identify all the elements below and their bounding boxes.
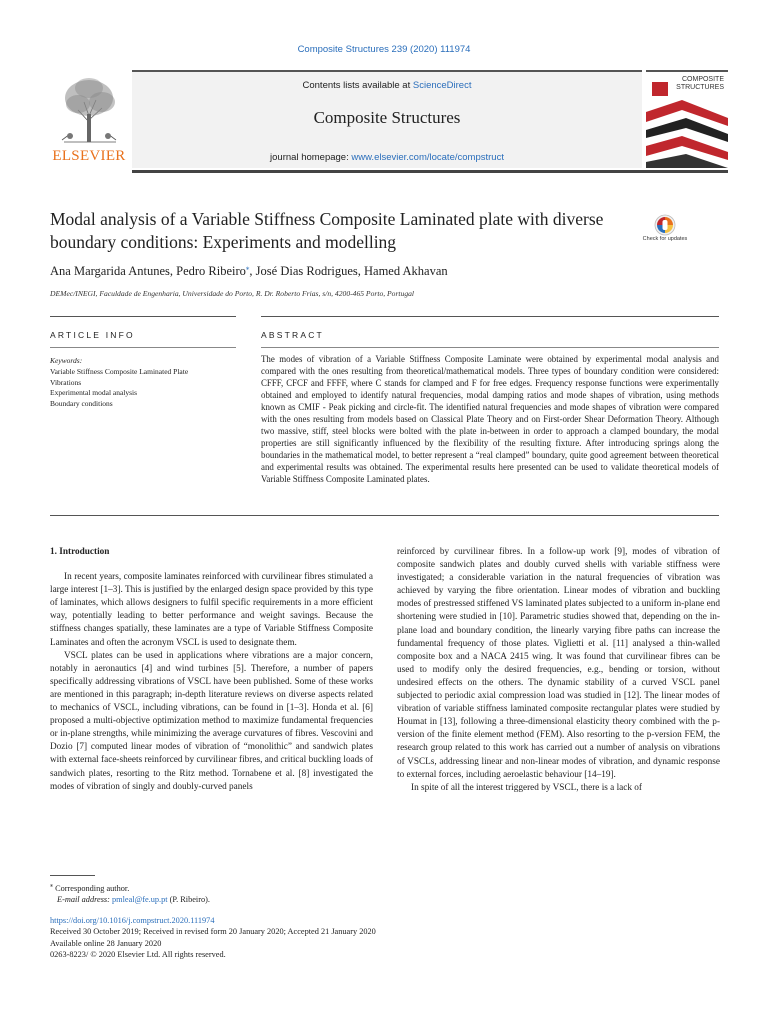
journal-title: Composite Structures [313, 108, 461, 127]
article-title: Modal analysis of a Variable Stiffness Composite Laminated plate with diverse boundary conditions: Experiments and modelling [50, 209, 604, 252]
received-dates: Received 30 October 2019; Received in revised form 20 January 2020; Accepted 21 January 2020 [50, 927, 376, 937]
article-metadata [50, 915, 550, 960]
contents-lists-line [132, 80, 642, 91]
article-info-rule [50, 347, 236, 348]
keyword-item: Boundary conditions [50, 398, 113, 408]
author-list [50, 264, 710, 279]
keyword-item: Experimental modal analysis [50, 388, 138, 397]
body-paragraph: reinforced by curvilinear fibres. In a follow-up work [9], modes of vibration of composite sandwich plates and doubly curved shells with variable stiffness were investigated; a considerable variation in the natural frequencies of vibration was achieved by varying the fibre orientation. Linear modes of vibration and buckling modes of prestressed stiffened VS laminated plates subjected to a uniform in-plane end shortening were studied in [10]. Parametric studies showed that, depending on the in-plane load and boundary condition, the linearly varying fibre paths can increase the fundamental frequency of those plates. Viglietti et al. [11] analysed a thin-walled composite box and a NACA 2415 wing. It was found that curvilinear fibres can be used to modify only the desired frequencies, e.g., bending or torsion, without undesired effects on the others. The dynamic stability of a curved VSCL panel subjected to periodic axial compression load was studied in [12]. The linear modes of vibration of variable stiffness laminated composite rectangular plates were studied by Houmat in [13], following a three-dimensional elasticity theory combined with the p-version of the finite element method (FEM). Also resorting to the p-version FEM, the research group related to this work has carried out a number of analysis on vibrations of VSCLs, addressing linear and non-linear modes of vibration, and dynamic response to external forces, including aeroelastic behaviour [14–19]. [397, 547, 720, 780]
article-info-heading: ARTICLE INFO [50, 330, 135, 340]
footnote-email-line [50, 894, 380, 906]
body-paragraph: VSCL plates can be used in applications where vibrations are a major concern, notably in aeronautics [4] and wind turbines [5]. Therefore, a number of papers specifically addressing vibrations of VSCL have been published. Some of these works are mentioned in this paragraph; in-depth literature reviews on diverse aspects related to mechanics of VSCL, including vibrations, can be found in [1–3]. Honda et al. [6] proposed a multi-objective optimization method to maximize fundamental frequencies or in-plane strengths, while minimizing the average curvatures of fibres. Vescovini and Dozio [7] computed linear modes of vibration of “monolithic” and sandwich plates with external face-sheets reinforced by curvilinear fibres, and critical buckling loads of sandwich plates, resorting to the Ritz method. Tornabene et al. [8] investigated the modes of vibration of singly and doubly-curved panels [50, 650, 373, 792]
authors-part-1: Ana Margarida Antunes, Pedro Ribeiro [50, 264, 246, 279]
elsevier-tree-icon [58, 74, 120, 144]
available-online: Available online 28 January 2020 [50, 938, 162, 948]
journal-banner-center [132, 70, 642, 168]
footnote-corresponding [50, 881, 380, 894]
cover-title: COMPOSITE STRUCTURES [676, 76, 724, 91]
check-for-updates-label[interactable]: Check for updates [642, 236, 688, 242]
contents-prefix: Contents lists available at [302, 80, 413, 91]
keywords-list [50, 367, 235, 409]
body-paragraph: In recent years, composite laminates reinforced with curvilinear fibres stimulated a large interest [1–3]. This is justified by the enlarged design space provided by this type of laminates, which allows designers to fulfil specific requirements in a more efficient way, potentially leading to better performance and weight savings. Because the stiffness changes spatially, these laminates are a type of Variable Stiffness Composite Laminates and often the acronym VSCL is used to designate them. [50, 572, 373, 648]
footnote-rule [50, 875, 95, 876]
body-column-right [397, 546, 720, 795]
body-paragraph: In spite of all the interest triggered by VSCL, there is a lack of [411, 782, 643, 793]
abstract-heading: ABSTRACT [261, 330, 324, 340]
footnote [50, 881, 380, 906]
article-info-top-rule [50, 316, 236, 317]
elsevier-wordmark: ELSEVIER [52, 148, 126, 164]
corresponding-author-note: Corresponding author. [55, 883, 130, 893]
body-column-left [50, 546, 373, 794]
abstract-text: The modes of vibration of a Variable Stiffness Composite Laminate were obtained by experimental modal analysis and compared with the ones resulting from theoretical/mathematical models. Three types of boundary condition were considered: CFFF, CFCF and FFFF, where C stands for clamped and F for free edges. Frequency response functions were experimentally obtained and employed to identify natural frequencies, modal damping ratios and mode shapes of vibration, using methods known as CMIF - Peak picking and circle-fit. The identified natural frequencies and mode shapes of vibration were compared with the ones resulting from models based on Classical Plate Theory and on First-order Shear Deformation Theory. Although two massive, stiff, steel blocks were bolted with the plate in-between in order to approach a clamped boundary, the modal properties are still significantly influenced by the flexibility of the resulting fixture. After introducing springs along the boundaries in the mathematical model, to better represent a “real clamped” boundary, quite good agreement between theoretical and experimental results was obtained. The experimental results here presented can be used to validate theoretical models of Variable Stiffness Composite Laminated plates. [261, 354, 719, 484]
email-label: E-mail address: [57, 895, 110, 905]
journal-reference[interactable]: Composite Structures 239 (2020) 111974 [297, 44, 471, 55]
email-owner: (P. Ribeiro). [169, 895, 210, 905]
keyword-item: Vibrations [50, 377, 82, 387]
copyright: 0263-8223/ © 2020 Elsevier Ltd. All rights reserved. [50, 949, 226, 959]
doi-link[interactable]: https://doi.org/10.1016/j.compstruct.2020.111974 [50, 916, 215, 925]
footnote-mark: ⁎ [50, 883, 53, 889]
journal-banner [50, 70, 728, 166]
email-link[interactable]: pmleal@fe.up.pt [112, 895, 168, 905]
check-for-updates-icon[interactable] [648, 213, 682, 253]
sciencedirect-link[interactable]: ScienceDirect [412, 80, 472, 91]
corresponding-author-mark[interactable]: ⁎ [245, 264, 250, 272]
journal-homepage-line [132, 152, 642, 163]
keyword-item: Variable Stiffness Composite Laminated Plate [50, 367, 189, 376]
banner-rule [132, 170, 728, 173]
abstract-top-rule [261, 316, 719, 317]
journal-cover-thumbnail[interactable] [646, 70, 728, 168]
homepage-prefix: journal homepage: [270, 152, 352, 163]
abstract-rule [261, 347, 719, 348]
authors-part-2: , José Dias Rodrigues, Hamed Akhavan [249, 264, 448, 279]
journal-homepage-link[interactable]: www.elsevier.com/locate/compstruct [351, 152, 504, 163]
section-heading-introduction: 1. Introduction [50, 547, 110, 557]
author-affiliation: DEMec/INEGI, Faculdade de Engenharia, Universidade do Porto, R. Dr. Roberto Frias, s/n, 4200-465 Porto, Portugal [50, 289, 415, 298]
keywords-label: Keywords: [50, 356, 83, 365]
elsevier-logo[interactable] [50, 70, 128, 166]
abstract-bottom-rule [50, 515, 719, 516]
